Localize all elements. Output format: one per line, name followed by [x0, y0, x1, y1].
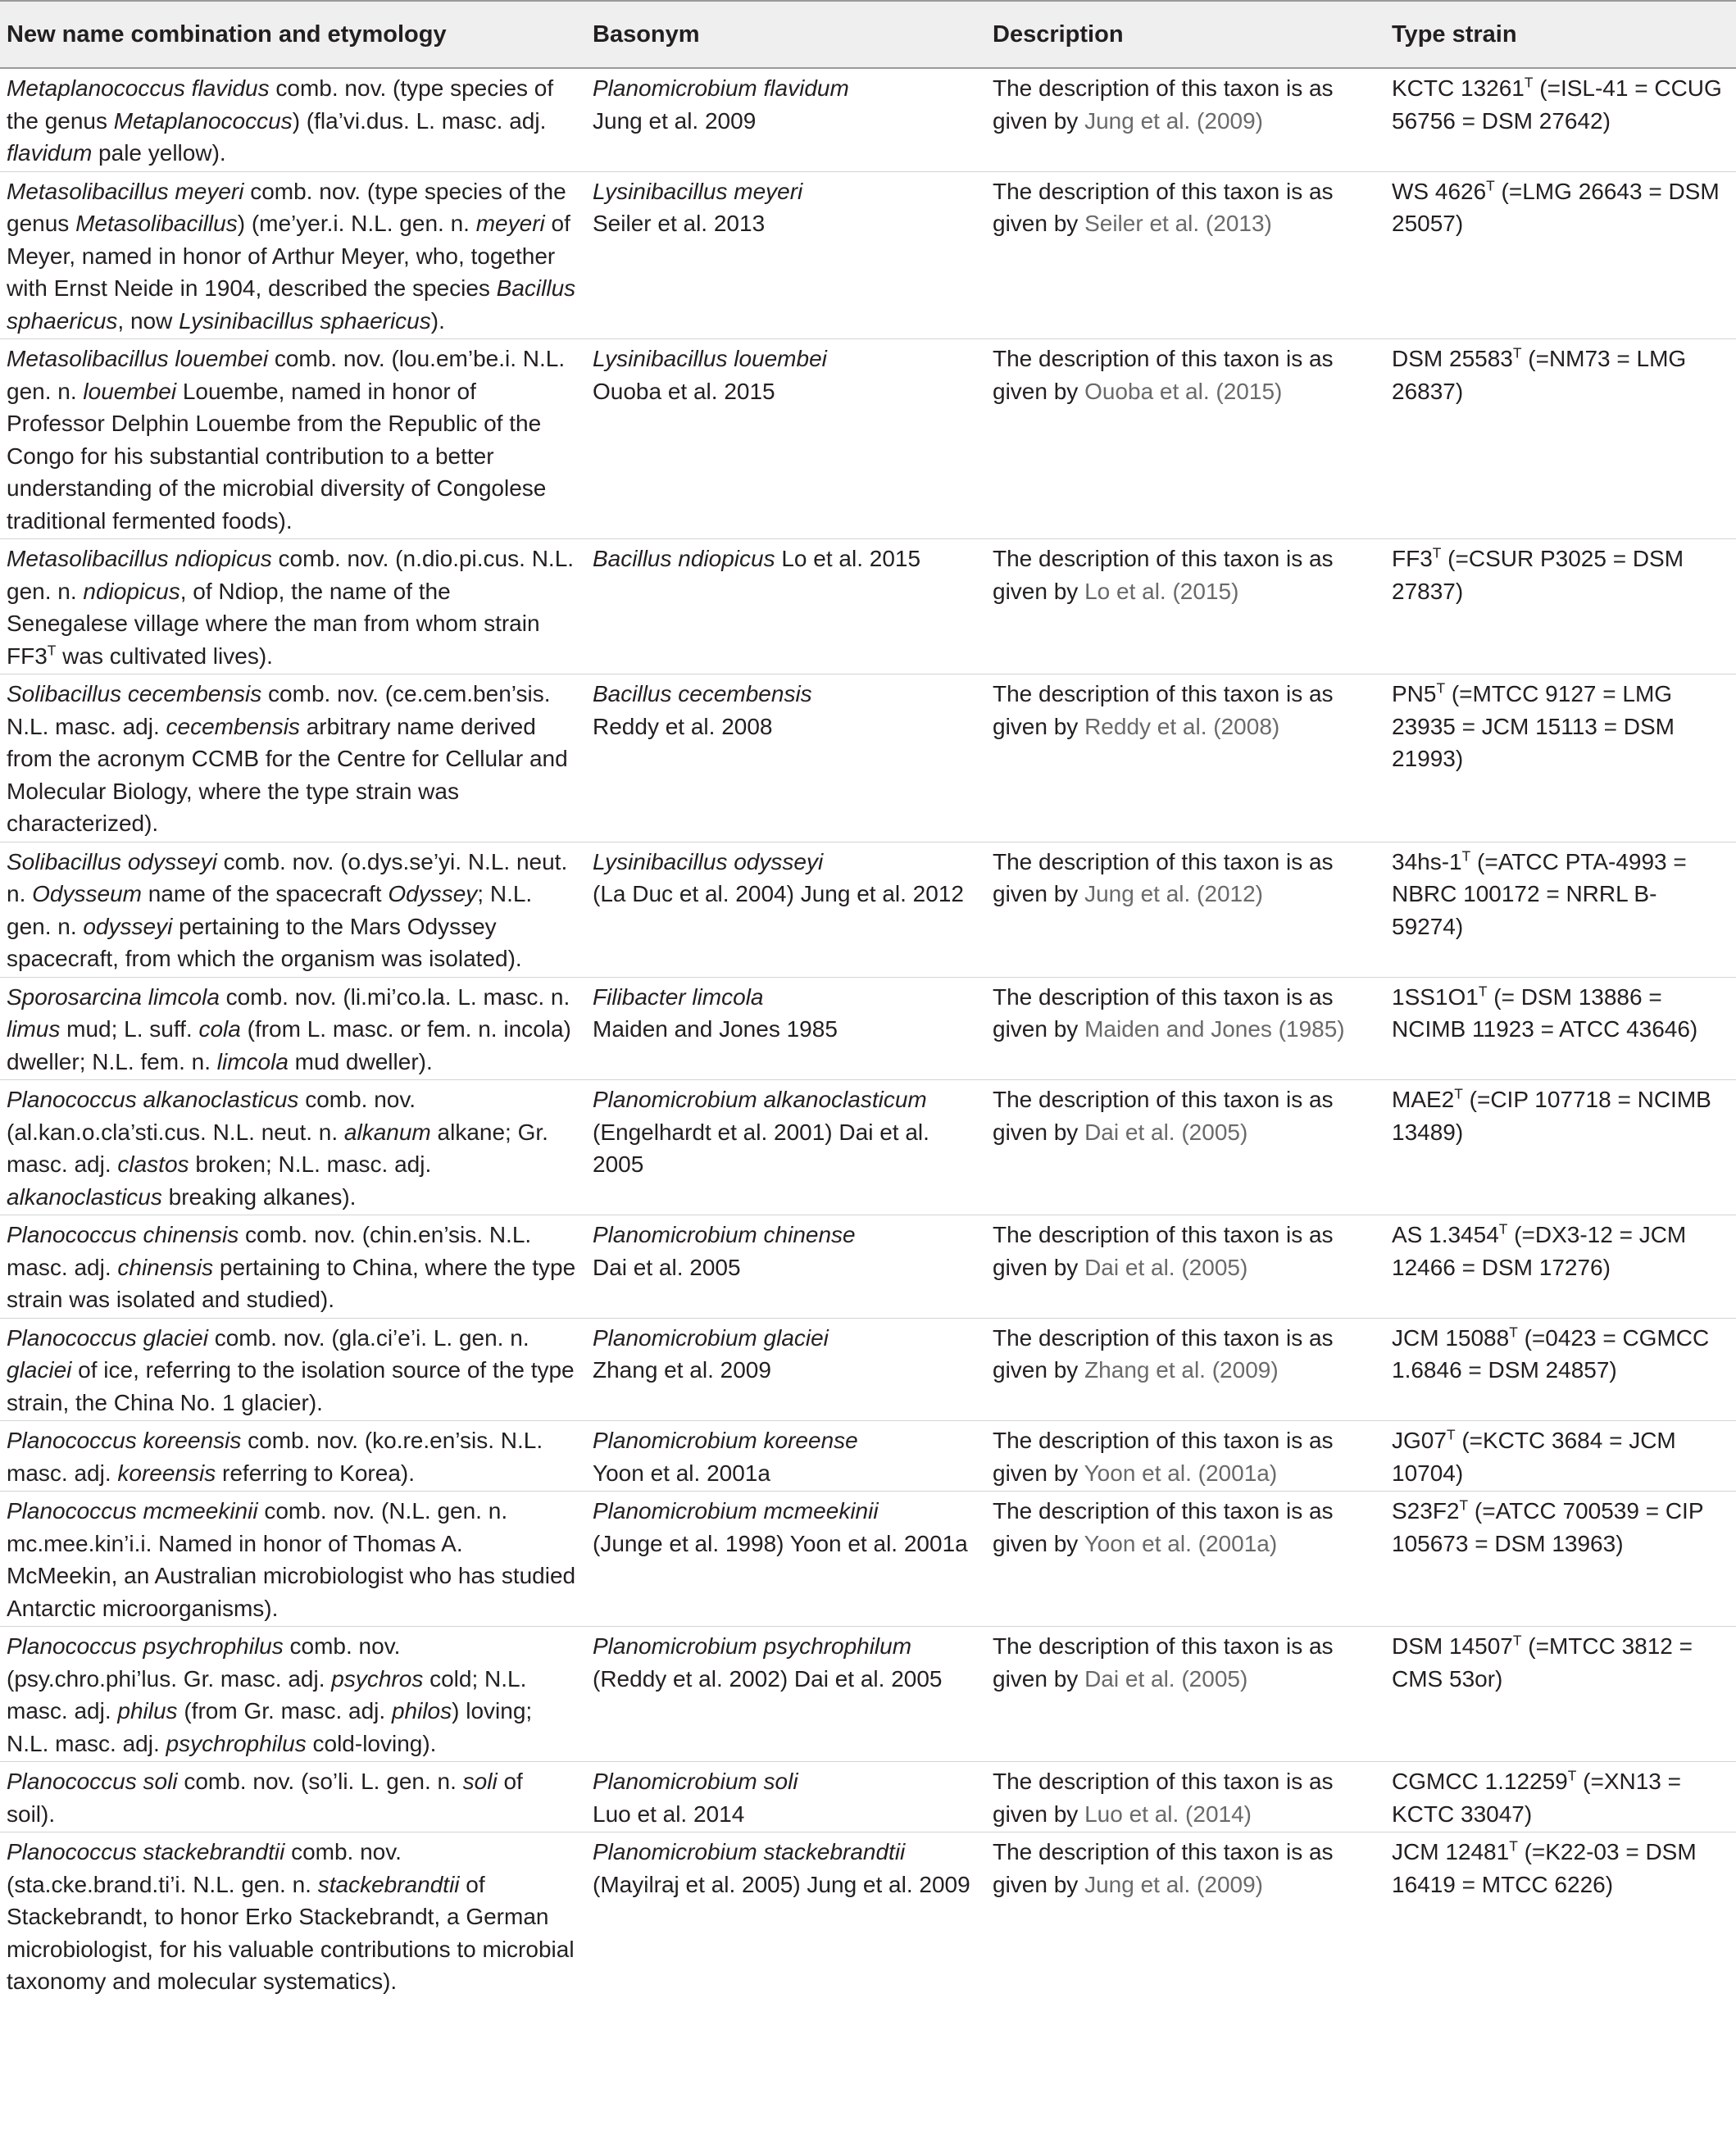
- cell-description: [986, 1215, 1385, 1319]
- cell-type-strain: [1385, 1318, 1736, 1421]
- description-text: The description of this taxon is as given by: [993, 1428, 1334, 1486]
- table-row: [0, 1627, 1736, 1762]
- cell-basonym: [586, 977, 986, 1080]
- cell-etymology: [0, 1832, 586, 2000]
- basonym-authority: Seiler et al. 2013: [593, 211, 766, 236]
- cell-basonym: [586, 842, 986, 977]
- reference-link[interactable]: Reddy et al. (2008): [1084, 713, 1280, 739]
- etymology-italic-term: Metaplanococcus: [113, 107, 293, 134]
- type-strain-collections: (= DSM 13886 = NCIMB 11923 = ATCC 43646): [1392, 983, 1698, 1042]
- etymology-italic-term: ndiopicus: [83, 578, 180, 604]
- etymology-italic-term: Bacillus sphaericus: [7, 275, 576, 334]
- etymology-italic-term: Odysseum: [32, 881, 142, 906]
- cell-etymology: [0, 1762, 586, 1832]
- type-strain-id: 1SS1O1: [1392, 983, 1479, 1010]
- etymology-italic-term: Metasolibacillus louembei: [7, 346, 269, 371]
- etymology-text: comb. nov. (ko.re.en’sis. N.L. masc. adj.: [7, 1428, 543, 1486]
- basonym-name: Filibacter limcola: [593, 983, 764, 1010]
- cell-type-strain: [1385, 1627, 1736, 1762]
- basonym-name: Planomicrobium soli: [593, 1769, 798, 1794]
- description-text: The description of this taxon is as given by: [993, 848, 1334, 906]
- etymology-text: was cultivated lives).: [56, 643, 273, 669]
- etymology-italic-term: flavidum: [7, 140, 93, 166]
- reference-link[interactable]: Dai et al. (2005): [1084, 1119, 1248, 1145]
- cell-basonym: [586, 1318, 986, 1421]
- type-strain-id: MAE2: [1392, 1087, 1455, 1112]
- table-row: [0, 1421, 1736, 1492]
- etymology-text: alkane; Gr. masc. adj.: [7, 1119, 548, 1177]
- etymology-text: name of the spacecraft: [141, 881, 389, 906]
- description-text: The description of this taxon is as given by: [993, 346, 1334, 404]
- type-strain-id: JG07: [1392, 1428, 1447, 1453]
- type-strain-superscript: T: [1436, 679, 1446, 697]
- reference-link[interactable]: Maiden and Jones (1985): [1084, 1016, 1345, 1042]
- etymology-italic-term: Planococcus psychrophilus: [7, 1633, 284, 1659]
- table-row: [0, 842, 1736, 977]
- cell-basonym: [586, 1627, 986, 1762]
- etymology-italic-term: Metasolibacillus meyeri: [7, 178, 244, 204]
- etymology-text: of Meyer, named in honor of Arthur Meyer, who, together with Ernst Neide in 1904, described the species: [7, 211, 570, 301]
- reference-link[interactable]: Jung et al. (2009): [1084, 1871, 1263, 1897]
- cell-basonym: [586, 1762, 986, 1832]
- cell-etymology: [0, 1492, 586, 1627]
- reference-link[interactable]: Zhang et al. (2009): [1084, 1357, 1279, 1383]
- description-text: The description of this taxon is as given by: [993, 1633, 1334, 1692]
- description-text: The description of this taxon is as given by: [993, 1498, 1334, 1556]
- type-strain-superscript: T: [1512, 344, 1522, 361]
- etymology-italic-term: alkanum: [343, 1119, 431, 1145]
- table-header: [0, 1, 1736, 68]
- etymology-italic-term: psychrophilus: [166, 1730, 307, 1756]
- etymology-italic-term: Planococcus stackebrandtii: [7, 1839, 285, 1864]
- table-row: [0, 1492, 1736, 1627]
- cell-type-strain: [1385, 977, 1736, 1080]
- basonym-authority: (Engelhardt et al. 2001) Dai et al. 2005: [593, 1119, 929, 1177]
- cell-etymology: [0, 1627, 586, 1762]
- etymology-text: comb. nov. (ce.cem.ben’sis. N.L. masc. adj.: [7, 681, 551, 739]
- basonym-authority: Dai et al. 2005: [593, 1254, 741, 1280]
- table-body: [0, 68, 1736, 2000]
- basonym-name: Planomicrobium chinense: [593, 1222, 856, 1247]
- basonym-authority: Yoon et al. 2001a: [593, 1460, 770, 1486]
- basonym-name: Planomicrobium glaciei: [593, 1324, 829, 1351]
- cell-basonym: [586, 1215, 986, 1319]
- type-strain-superscript: T: [1478, 983, 1488, 1000]
- table-row: [0, 539, 1736, 674]
- etymology-italic-term: Sporosarcina limcola: [7, 983, 220, 1010]
- etymology-italic-term: cecembensis: [166, 713, 300, 739]
- type-strain-superscript: T: [1512, 1632, 1522, 1649]
- etymology-text: comb. nov. (sta.cke.brand.ti’i. N.L. gen. n.: [7, 1839, 402, 1897]
- etymology-text: ) loving; N.L. masc. adj.: [7, 1698, 533, 1756]
- etymology-italic-term: louembei: [83, 378, 177, 404]
- etymology-text: of ice, referring to the isolation source of the type strain, the China No. 1 glacier).: [7, 1357, 575, 1415]
- cell-type-strain: [1385, 1080, 1736, 1215]
- table-row: [0, 339, 1736, 539]
- table-row: [0, 1762, 1736, 1832]
- type-strain-collections: (=ISL-41 = CCUG 56756 = DSM 27642): [1392, 75, 1722, 134]
- etymology-text: of soil).: [7, 1769, 523, 1827]
- cell-basonym: [586, 1832, 986, 2000]
- etymology-italic-term: stackebrandtii: [317, 1871, 460, 1897]
- cell-etymology: [0, 1080, 586, 1215]
- cell-type-strain: [1385, 1492, 1736, 1627]
- basonym-name: Planomicrobium stackebrandtii: [593, 1839, 906, 1864]
- type-strain-collections: (=MTCC 9127 = LMG 23935 = JCM 15113 = DSM 21993): [1392, 681, 1675, 771]
- etymology-italic-term: koreensis: [117, 1460, 216, 1486]
- header-basonym: Basonym: [586, 1, 986, 68]
- description-text: The description of this taxon is as given by: [993, 1769, 1334, 1827]
- etymology-text: pertaining to China, where the type strain was isolated and studied).: [7, 1254, 576, 1312]
- etymology-text: comb. nov. (gla.ci’e’i. L. gen. n.: [207, 1324, 529, 1351]
- cell-type-strain: [1385, 1215, 1736, 1319]
- basonym-name: Lysinibacillus odysseyi: [593, 848, 824, 874]
- cell-description: [986, 539, 1385, 674]
- etymology-text: cold; N.L. masc. adj.: [7, 1665, 527, 1723]
- etymology-italic-term: philus: [117, 1698, 178, 1723]
- type-strain-superscript: T: [1567, 1767, 1577, 1784]
- type-strain-id: DSM 14507: [1392, 1633, 1513, 1659]
- basonym-authority: Reddy et al. 2008: [593, 713, 773, 739]
- description-text: The description of this taxon is as given by: [993, 1222, 1334, 1280]
- cell-type-strain: [1385, 1832, 1736, 2000]
- type-strain-superscript: T: [1459, 1496, 1469, 1514]
- etymology-text: comb. nov. (o.dys.se’yi. N.L. neut. n.: [7, 848, 568, 906]
- basonym-authority: Maiden and Jones 1985: [593, 1016, 838, 1042]
- reference-link[interactable]: Yoon et al. (2001a): [1084, 1530, 1278, 1556]
- etymology-text: broken; N.L. masc. adj.: [189, 1151, 432, 1177]
- cell-description: [986, 842, 1385, 977]
- reference-link[interactable]: Ouoba et al. (2015): [1084, 378, 1283, 404]
- etymology-italic-term: Solibacillus odysseyi: [7, 848, 217, 874]
- cell-etymology: [0, 68, 586, 171]
- type-strain-id: CGMCC 1.12259: [1392, 1769, 1568, 1794]
- etymology-text: comb. nov. (n.dio.pi.cus. N.L. gen. n.: [7, 546, 575, 604]
- etymology-text: comb. nov. (type species of the genus: [7, 75, 554, 134]
- header-description: Description: [986, 1, 1385, 68]
- cell-description: [986, 1627, 1385, 1762]
- etymology-italic-term: limcola: [216, 1048, 289, 1074]
- type-strain-collections: (=MTCC 3812 = CMS 53or): [1392, 1633, 1693, 1692]
- reference-link[interactable]: Seiler et al. (2013): [1084, 211, 1272, 236]
- cell-type-strain: [1385, 68, 1736, 171]
- cell-etymology: [0, 1318, 586, 1421]
- cell-type-strain: [1385, 1762, 1736, 1832]
- etymology-text: cold-loving).: [306, 1730, 437, 1756]
- type-strain-collections: (=ATCC 700539 = CIP 105673 = DSM 13963): [1392, 1498, 1703, 1556]
- etymology-text: mud; L. suff.: [60, 1016, 199, 1042]
- basonym-name: Bacillus cecembensis: [593, 681, 812, 706]
- etymology-text: pale yellow).: [92, 140, 226, 166]
- cell-basonym: [586, 339, 986, 539]
- etymology-italic-term: meyeri: [475, 211, 545, 236]
- etymology-italic-term: alkanoclasticus: [7, 1183, 162, 1210]
- etymology-italic-term: Metasolibacillus ndiopicus: [7, 546, 272, 571]
- cell-description: [986, 1318, 1385, 1421]
- etymology-italic-term: Planococcus soli: [7, 1769, 178, 1794]
- cell-type-strain: [1385, 674, 1736, 842]
- etymology-italic-term: philos: [391, 1698, 452, 1723]
- type-strain-superscript: T: [1509, 1324, 1518, 1341]
- basonym-name: Planomicrobium flavidum: [593, 75, 849, 101]
- cell-etymology: [0, 674, 586, 842]
- etymology-text: comb. nov. (N.L. gen. n. mc.mee.kin’i.i. Named in honor of Thomas A. McMeekin, an Australian microbiologist who has studied Antarctic microorganisms).: [7, 1498, 576, 1621]
- etymology-italic-term: Planococcus koreensis: [7, 1428, 242, 1453]
- etymology-text: comb. nov. (li.mi’co.la. L. masc. n.: [219, 983, 570, 1010]
- reference-link[interactable]: Jung et al. (2012): [1084, 881, 1263, 906]
- type-strain-id: JCM 15088: [1392, 1324, 1510, 1351]
- basonym-name: Lysinibacillus meyeri: [593, 178, 803, 204]
- cell-etymology: [0, 842, 586, 977]
- etymology-text: comb. nov. (lou.em’be.i. N.L. gen. n.: [7, 346, 566, 404]
- reference-link[interactable]: Dai et al. (2005): [1084, 1665, 1248, 1692]
- cell-basonym: [586, 1080, 986, 1215]
- cell-description: [986, 1762, 1385, 1832]
- etymology-italic-term: Planococcus mcmeekinii: [7, 1498, 258, 1524]
- cell-description: [986, 339, 1385, 539]
- cell-type-strain: [1385, 339, 1736, 539]
- etymology-text: mud dweller).: [288, 1048, 433, 1074]
- basonym-authority: Lo et al. 2015: [781, 546, 921, 571]
- type-strain-id: 34hs-1: [1392, 848, 1462, 874]
- cell-etymology: [0, 1215, 586, 1319]
- type-strain-id: S23F2: [1392, 1498, 1460, 1524]
- type-strain-id: AS 1.3454: [1392, 1222, 1499, 1247]
- etymology-italic-term: limus: [7, 1016, 61, 1042]
- type-strain-collections: (=K22-03 = DSM 16419 = MTCC 6226): [1392, 1839, 1697, 1897]
- header-type-strain: Type strain: [1385, 1, 1736, 68]
- cell-description: [986, 1832, 1385, 2000]
- reference-link[interactable]: Jung et al. (2009): [1084, 107, 1263, 134]
- cell-basonym: [586, 674, 986, 842]
- cell-etymology: [0, 977, 586, 1080]
- cell-description: [986, 171, 1385, 339]
- basonym-authority: Zhang et al. 2009: [593, 1357, 771, 1383]
- cell-etymology: [0, 1421, 586, 1492]
- etymology-text: ) (me’yer.i. N.L. gen. n.: [237, 211, 476, 236]
- type-strain-superscript: T: [1509, 1837, 1518, 1855]
- etymology-italic-term: Metaplanococcus flavidus: [7, 75, 270, 101]
- type-strain-id: JCM 12481: [1392, 1839, 1510, 1864]
- cell-type-strain: [1385, 539, 1736, 674]
- table-row: [0, 1080, 1736, 1215]
- etymology-text: referring to Korea).: [216, 1460, 416, 1486]
- etymology-text: Louembe, named in honor of Professor Delphin Louembe from the Republic of the Congo for his substantial contribution to a better understanding of the microbial diversity of Congolese traditional fermented foods).: [7, 378, 547, 534]
- type-strain-id: FF3: [1392, 546, 1433, 571]
- basonym-name: Lysinibacillus louembei: [593, 346, 827, 371]
- type-strain-superscript: T: [1498, 1220, 1508, 1238]
- table-row: [0, 977, 1736, 1080]
- etymology-text: ).: [430, 307, 445, 334]
- basonym-authority: (Mayilraj et al. 2005) Jung et al. 2009: [593, 1871, 970, 1897]
- cell-basonym: [586, 1421, 986, 1492]
- type-strain-collections: (=0423 = CGMCC 1.6846 = DSM 24857): [1392, 1324, 1710, 1383]
- type-strain-superscript: T: [1461, 847, 1471, 865]
- etymology-text: comb. nov. (psy.chro.phi’lus. Gr. masc. adj.: [7, 1633, 401, 1692]
- basonym-authority: (Junge et al. 1998) Yoon et al. 2001a: [593, 1530, 968, 1556]
- type-strain-collections: (=NM73 = LMG 26837): [1392, 346, 1687, 404]
- etymology-text: comb. nov. (so’li. L. gen. n.: [177, 1769, 463, 1794]
- etymology-text: breaking alkanes).: [161, 1183, 357, 1210]
- table-row: [0, 171, 1736, 339]
- cell-basonym: [586, 68, 986, 171]
- etymology-italic-term: Lysinibacillus sphaericus: [179, 307, 431, 334]
- basonym-name: Planomicrobium koreense: [593, 1428, 858, 1453]
- etymology-italic-term: odysseyi: [83, 913, 173, 939]
- type-strain-superscript: T: [1486, 177, 1495, 194]
- cell-basonym: [586, 539, 986, 674]
- etymology-italic-term: psychros: [331, 1665, 424, 1692]
- type-strain-superscript: T: [1446, 1426, 1456, 1443]
- etymology-italic-term: glaciei: [7, 1357, 72, 1383]
- basonym-authority: Jung et al. 2009: [593, 107, 757, 134]
- type-strain-superscript: T: [1454, 1085, 1463, 1102]
- cell-description: [986, 1080, 1385, 1215]
- description-text: The description of this taxon is as given by: [993, 681, 1334, 739]
- type-strain-id: PN5: [1392, 681, 1437, 706]
- cell-description: [986, 1421, 1385, 1492]
- description-text: The description of this taxon is as given by: [993, 1324, 1334, 1383]
- etymology-italic-term: clastos: [117, 1151, 189, 1177]
- etymology-text: pertaining to the Mars Odyssey spacecraft, from which the organism was isolated).: [7, 913, 522, 971]
- header-row: [0, 1, 1736, 68]
- etymology-text: ; N.L. gen. n.: [7, 881, 533, 939]
- etymology-italic-term: Metasolibacillus: [75, 211, 238, 236]
- header-etymology: New name combination and etymology: [0, 1, 586, 68]
- etymology-text: (from Gr. masc. adj.: [177, 1698, 392, 1723]
- type-strain-collections: (=LMG 26643 = DSM 25057): [1392, 178, 1720, 236]
- table-row: [0, 1215, 1736, 1319]
- etymology-text: (from L. masc. or fem. n. incola) dweller; N.L. fem. n.: [7, 1016, 571, 1074]
- table-row: [0, 1318, 1736, 1421]
- type-strain-collections: (=CIP 107718 = NCIMB 13489): [1392, 1087, 1711, 1145]
- table-row: [0, 68, 1736, 171]
- basonym-authority: Ouoba et al. 2015: [593, 378, 775, 404]
- type-strain-superscript: T: [1432, 544, 1442, 561]
- cell-type-strain: [1385, 171, 1736, 339]
- cell-etymology: [0, 539, 586, 674]
- etymology-italic-term: Odyssey: [388, 881, 478, 906]
- cell-description: [986, 674, 1385, 842]
- etymology-italic-term: Planococcus alkanoclasticus: [7, 1087, 299, 1112]
- cell-type-strain: [1385, 842, 1736, 977]
- etymology-italic-term: cola: [198, 1016, 241, 1042]
- type-strain-collections: (=ATCC PTA-4993 = NBRC 100172 = NRRL B-59274): [1392, 848, 1687, 939]
- etymology-text: comb. nov. (al.kan.o.cla’sti.cus. N.L. neut. n.: [7, 1087, 416, 1145]
- type-strain-id: DSM 25583: [1392, 346, 1513, 371]
- description-text: The description of this taxon is as given by: [993, 1087, 1334, 1145]
- table-row: [0, 1832, 1736, 2000]
- etymology-italic-term: Planococcus glaciei: [7, 1324, 208, 1351]
- cell-description: [986, 1492, 1385, 1627]
- basonym-name: Bacillus ndiopicus: [593, 546, 775, 571]
- type-strain-collections: (=DX3-12 = JCM 12466 = DSM 17276): [1392, 1222, 1687, 1280]
- type-strain-collections: (=CSUR P3025 = DSM 27837): [1392, 546, 1684, 604]
- etymology-text: , of Ndiop, the name of the Senegalese village where the man from whom strain FF3: [7, 578, 540, 669]
- cell-basonym: [586, 1492, 986, 1627]
- cell-description: [986, 977, 1385, 1080]
- etymology-text: of Stackebrandt, to honor Erko Stackebrandt, a German microbiologist, for his valuable contributions to microbial taxonomy and molecular systematics).: [7, 1871, 575, 1994]
- etymology-text: arbitrary name derived from the acronym CCMB for the Centre for Cellular and Molecular Biology, where the type strain was characterized).: [7, 713, 568, 836]
- description-text: The description of this taxon is as given by: [993, 75, 1334, 134]
- etymology-italic-term: Solibacillus cecembensis: [7, 681, 262, 706]
- cell-etymology: [0, 171, 586, 339]
- superscript-t: T: [47, 642, 57, 659]
- cell-description: [986, 68, 1385, 171]
- reference-link[interactable]: Luo et al. (2014): [1084, 1801, 1252, 1827]
- cell-etymology: [0, 339, 586, 539]
- reference-link[interactable]: Lo et al. (2015): [1084, 578, 1239, 604]
- description-text: The description of this taxon is as given by: [993, 983, 1334, 1042]
- basonym-name: Planomicrobium psychrophilum: [593, 1633, 912, 1659]
- etymology-text: , now: [117, 307, 180, 334]
- basonym-authority: Luo et al. 2014: [593, 1801, 745, 1827]
- etymology-italic-term: soli: [462, 1769, 498, 1794]
- etymology-text: ) (fla’vi.dus. L. masc. adj.: [292, 107, 547, 134]
- description-text: The description of this taxon is as given by: [993, 178, 1334, 236]
- etymology-text: comb. nov. (type species of the genus: [7, 178, 566, 236]
- description-text: The description of this taxon is as given by: [993, 546, 1334, 604]
- reference-link[interactable]: Dai et al. (2005): [1084, 1254, 1248, 1280]
- type-strain-superscript: T: [1524, 74, 1534, 91]
- etymology-text: comb. nov. (chin.en’sis. N.L. masc. adj.: [7, 1222, 532, 1280]
- type-strain-collections: (=KCTC 3684 = JCM 10704): [1392, 1428, 1676, 1486]
- type-strain-id: WS 4626: [1392, 178, 1487, 204]
- type-strain-id: KCTC 13261: [1392, 75, 1525, 101]
- reference-link[interactable]: Yoon et al. (2001a): [1084, 1460, 1278, 1486]
- basonym-authority: (La Duc et al. 2004) Jung et al. 2012: [593, 881, 964, 906]
- basonym-authority: (Reddy et al. 2002) Dai et al. 2005: [593, 1665, 943, 1692]
- etymology-italic-term: Planococcus chinensis: [7, 1222, 239, 1247]
- cell-type-strain: [1385, 1421, 1736, 1492]
- basonym-name: Planomicrobium mcmeekinii: [593, 1498, 879, 1524]
- table-row: [0, 674, 1736, 842]
- cell-basonym: [586, 171, 986, 339]
- etymology-italic-term: chinensis: [117, 1254, 214, 1280]
- basonym-name: Planomicrobium alkanoclasticum: [593, 1087, 927, 1112]
- description-text: The description of this taxon is as given by: [993, 1839, 1334, 1897]
- type-strain-collections: (=XN13 = KCTC 33047): [1392, 1769, 1682, 1827]
